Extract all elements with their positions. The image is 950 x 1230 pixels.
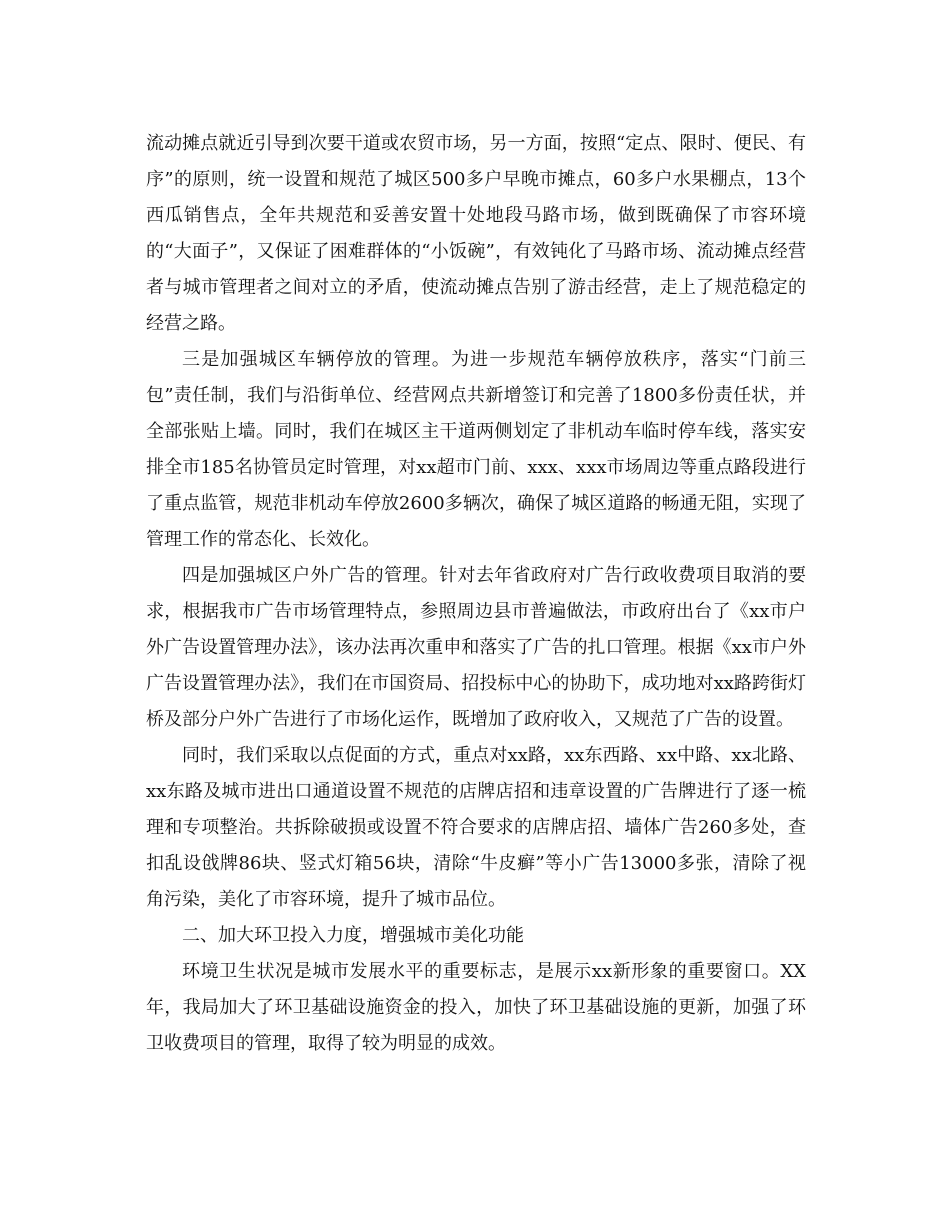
paragraph-street-vendors: 流动摊点就近引导到次要干道或农贸市场，另一方面，按照“定点、限时、便民、有序”的原则，统一设置和规范了城区500多户早晚市摊点，60多户水果棚点，13个西瓜销售点，全年共规范和妥善安置十处地段马路市场，做到既确保了市容环境的“大面子”，又保证了困难群体的“小饭碗”，有效钝化了马路市场、流动摊点经营者与城市管理者之间对立的矛盾，使流动摊点告别了游击经营，走上了规范稳定的经营之路。 (146, 133, 806, 334)
paragraph-outdoor-ads: 四是加强城区户外广告的管理。针对去年省政府对广告行政收费项目取消的要求，根据我市广告市场管理特点，参照周边县市普遍做法，市政府出台了《xx市户外广告设置管理办法》，该办法再次重申和落实了广告的扎口管理。根据《xx市户外广告设置管理办法》，我们在市国资局、招投标中心的协助下，成功地对xx路跨街灯桥及部分户外广告进行了市场化运作，既增加了政府收入，又规范了广告的设置。 (146, 565, 806, 730)
paragraph-signboard-rectification: 同时，我们采取以点促面的方式，重点对xx路，xx东西路、xx中路、xx北路、xx东路及城市进出口通道设置不规范的店牌店招和违章设置的广告牌进行了逐一梳理和专项整治。共拆除破损或设置不符合要求的店牌店招、墙体广告260多处，查扣乱设戗牌86块、竖式灯箱56块，清除“牛皮癣”等小广告13000多张，清除了视角污染，美化了市容环境，提升了城市品位。 (146, 745, 806, 910)
paragraph-vehicle-parking: 三是加强城区车辆停放的管理。为进一步规范车辆停放秩序，落实“门前三包”责任制，我们与沿街单位、经营网点共新增签订和完善了1800多份责任状，并全部张贴上墙。同时，我们在城区主干道两侧划定了非机动车临时停车线，落实安排全市185名协管员定时管理，对xx超市门前、xxx、xxx市场周边等重点路段进行了重点监管，规范非机动车停放2600多辆次，确保了城区道路的畅通无阻，实现了管理工作的常态化、长效化。 (146, 349, 806, 550)
section-heading-sanitation: 二、加大环卫投入力度，增强城市美化功能 (182, 925, 524, 946)
paragraph-sanitation-investment: 环境卫生状况是城市发展水平的重要标志，是展示xx新形象的重要窗口。XX年，我局加大了环卫基础设施资金的投入，加快了环卫基础设施的更新，加强了环卫收费项目的管理，取得了较为明显的成效。 (146, 961, 806, 1054)
document-body (146, 126, 806, 1062)
